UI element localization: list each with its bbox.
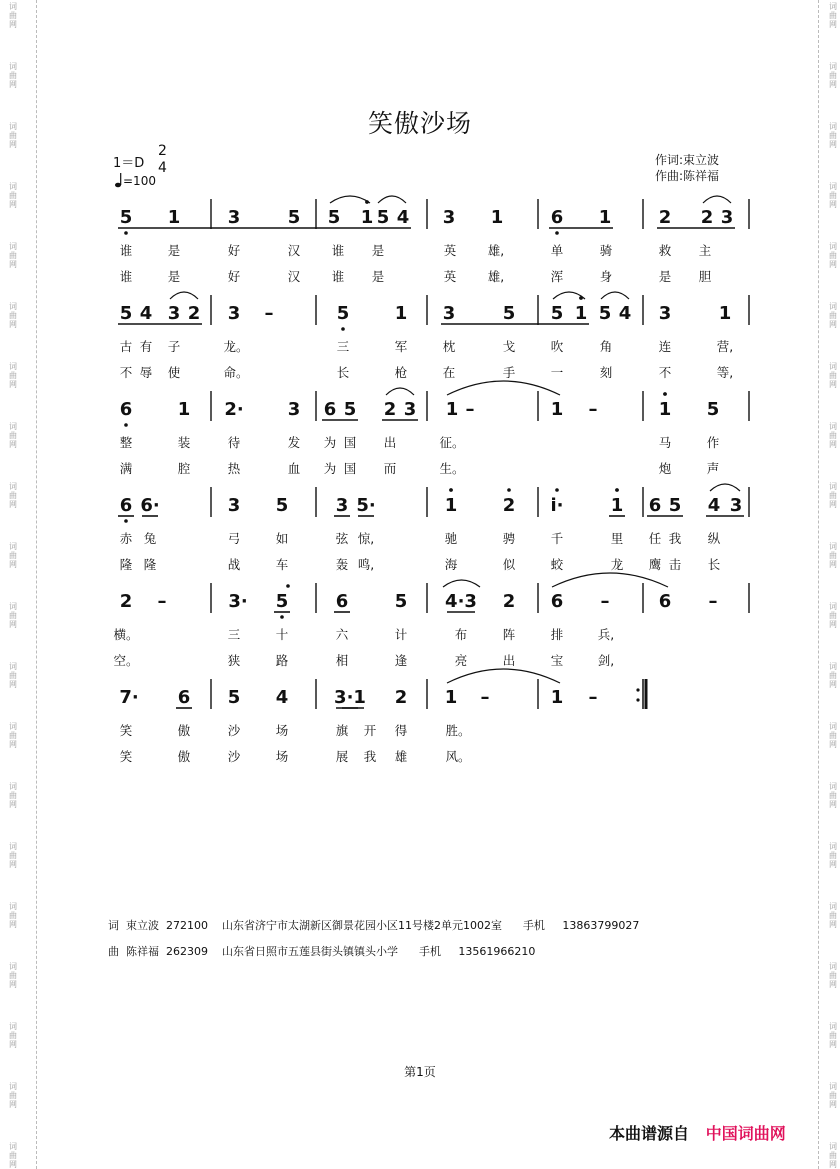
note-glyph: 2: [658, 207, 672, 228]
time-signature-top: 2: [158, 143, 167, 159]
watermark-mark: 词 曲 网: [9, 962, 17, 989]
lyric-syllable-verse1: 作: [706, 435, 720, 450]
low-octave-dot: [555, 231, 559, 235]
lyric-syllable-verse1: 英: [443, 243, 457, 258]
lyric-syllable-verse2: 满: [119, 461, 133, 476]
note-glyph: 5: [275, 591, 289, 612]
lyric-syllable-verse1: 龙。: [223, 339, 249, 354]
lyric-syllable-verse1: 三: [336, 339, 350, 354]
lyric-syllable-verse1: 计: [394, 627, 408, 642]
tie-arc: [447, 381, 560, 395]
note-glyph: –: [600, 591, 610, 612]
lyric-syllable-verse2: 谁: [331, 269, 345, 284]
tempo-value: =100: [123, 174, 156, 188]
lyric-syllable-verse1: 我: [668, 531, 682, 546]
lyric-syllable-verse2: 在: [442, 365, 456, 380]
lyric-syllable-verse1: 戈: [502, 339, 516, 354]
lyric-syllable-verse1: 惊,: [357, 531, 375, 546]
lyric-syllable-verse1: 骑: [599, 243, 613, 258]
note-glyph: 4: [396, 207, 410, 228]
watermark-mark: 词 曲 网: [9, 182, 17, 209]
lyric-syllable-verse1: 主: [698, 243, 712, 258]
lyric-syllable-verse2: 逢: [394, 653, 408, 668]
lyric-syllable-verse1: 沙: [227, 723, 241, 738]
note-glyph: 3: [403, 399, 417, 420]
footer-lyricist-info: 词 束立波 272100 山东省济宁市太湖新区御景花园小区11号楼2单元1002室 手机 13863799027: [108, 919, 640, 932]
lyric-syllable-verse2: 国: [343, 461, 357, 476]
note-glyph: –: [588, 687, 598, 708]
lyric-syllable-verse2: 辱: [139, 365, 153, 380]
lyric-syllable-verse2: 出: [502, 653, 516, 668]
lyric-syllable-verse2: 笑: [119, 749, 133, 764]
note-glyph: 5: [336, 303, 350, 324]
lyric-syllable-verse2: 沙: [227, 749, 241, 764]
watermark-mark: 词 曲 网: [9, 842, 17, 869]
note-glyph: 1: [574, 303, 588, 324]
footer-composer-info: 曲 陈祥福 262309 山东省日照市五莲县街头镇镇头小学 手机 13561966210: [108, 945, 536, 958]
lyric-syllable-verse1: 十: [275, 627, 289, 642]
note-glyph: 3: [335, 495, 349, 516]
slur-arc: [710, 484, 740, 491]
high-octave-dot: [555, 488, 559, 492]
note-glyph: 1: [550, 399, 564, 420]
lyric-syllable-verse2: 击: [668, 557, 682, 572]
watermark-mark: 词 曲 网: [9, 242, 17, 269]
watermark-mark: 词 曲 网: [9, 122, 17, 149]
lyric-syllable-verse1: 六: [335, 627, 349, 642]
lyric-syllable-verse2: 是: [371, 269, 385, 284]
lyric-syllable-verse2: 傲: [177, 749, 191, 764]
lyric-syllable-verse1: 如: [275, 531, 289, 546]
note-glyph: 5: [119, 303, 133, 324]
watermark-mark: 词 曲 网: [9, 782, 17, 809]
watermark-mark: 词 曲 网: [829, 1082, 837, 1109]
note-glyph: 2: [383, 399, 397, 420]
lyric-syllable-verse1: 场: [275, 723, 289, 738]
lyric-syllable-verse1: 骋: [502, 531, 516, 546]
lyric-syllable-verse2: 龙: [610, 557, 624, 572]
source-notice: [609, 1121, 786, 1144]
lyric-syllable-verse2: 轰: [335, 557, 349, 572]
lyric-syllable-verse1: 阵: [502, 627, 516, 642]
note-glyph: 1: [598, 207, 612, 228]
lyric-syllable-verse2: 谁: [119, 269, 133, 284]
lyric-syllable-verse2: 不: [119, 365, 133, 380]
lyric-syllable-verse1: 连: [658, 339, 672, 354]
repeat-dot: [636, 688, 639, 691]
lyric-syllable-verse1: 里: [610, 531, 624, 546]
slur-arc: [443, 580, 480, 587]
lyric-syllable-verse2: 一: [550, 365, 564, 380]
note-glyph: 4: [618, 303, 632, 324]
lyric-syllable-verse2: 生。: [439, 461, 465, 476]
lyric-syllable-verse1: 旗: [335, 723, 349, 738]
note-glyph: 1: [445, 399, 459, 420]
low-octave-dot: [280, 615, 284, 619]
note-glyph: 4·3: [445, 591, 477, 612]
lyric-syllable-verse1: 待: [227, 435, 241, 450]
lyric-syllable-verse1: 纵: [707, 531, 721, 546]
lyric-syllable-verse2: 刻: [599, 365, 613, 380]
note-glyph: –: [264, 303, 274, 324]
note-glyph: 1: [394, 303, 408, 324]
note-glyph: 6: [550, 207, 564, 228]
note-glyph: 5: [275, 495, 289, 516]
lyric-syllable-verse1: 救: [658, 243, 672, 258]
watermark-mark: 词 曲 网: [829, 362, 837, 389]
watermark-mark: 词 曲 网: [9, 1142, 17, 1169]
note-glyph: 5: [706, 399, 720, 420]
lyric-syllable-verse1: 驰: [444, 531, 458, 546]
watermark-mark: 词 曲 网: [829, 722, 837, 749]
watermark-mark: 词 曲 网: [829, 62, 837, 89]
lyric-syllable-verse1: 弦: [335, 531, 349, 546]
note-glyph: 2: [119, 591, 133, 612]
lyric-syllable-verse1: 千: [550, 531, 564, 546]
note-glyph: 6: [177, 687, 191, 708]
lyric-syllable-verse2: 我: [363, 749, 377, 764]
note-glyph: 5: [376, 207, 390, 228]
lyric-syllable-verse2: 狭: [227, 653, 241, 668]
lyric-syllable-verse1: 有: [139, 339, 153, 354]
note-glyph: –: [465, 399, 475, 420]
watermark-mark: 词 曲 网: [9, 2, 17, 29]
high-octave-dot: [286, 584, 290, 588]
lyric-syllable-verse1: 赤: [119, 531, 133, 546]
slur-arc: [703, 196, 731, 203]
lyric-syllable-verse1: 谁: [119, 243, 133, 258]
watermark-mark: 词 曲 网: [9, 1022, 17, 1049]
watermark-mark: 词 曲 网: [829, 482, 837, 509]
lyric-syllable-verse1: 兵,: [597, 627, 615, 642]
watermark-mark: 词 曲 网: [829, 422, 837, 449]
lyric-syllable-verse2: 雄: [394, 749, 408, 764]
lyric-syllable-verse2: 鸣,: [357, 557, 375, 572]
watermark-mark: 词 曲 网: [829, 782, 837, 809]
watermark-mark: 词 曲 网: [829, 2, 837, 29]
lyric-syllable-verse2: 血: [287, 461, 301, 476]
lyric-syllable-verse2: 枪: [394, 365, 408, 380]
note-glyph: 3: [227, 207, 241, 228]
lyric-syllable-verse2: 长: [336, 365, 350, 380]
watermark-mark: 词 曲 网: [829, 662, 837, 689]
tie-arc: [447, 669, 560, 683]
slur-arc: [330, 196, 370, 203]
watermark-mark: 词 曲 网: [829, 962, 837, 989]
lyric-syllable-verse2: 战: [227, 557, 241, 572]
lyric-syllable-verse2: 浑: [550, 269, 564, 284]
lyric-syllable-verse2: 不: [658, 365, 672, 380]
note-glyph: –: [480, 687, 490, 708]
watermark-mark: 词 曲 网: [829, 902, 837, 929]
note-glyph: 5·: [356, 495, 376, 516]
page-number: 第1页: [404, 1065, 436, 1079]
note-glyph: 1: [658, 399, 672, 420]
note-glyph: 5: [502, 303, 516, 324]
watermark-mark: 词 曲 网: [9, 422, 17, 449]
low-octave-dot: [124, 423, 128, 427]
note-glyph: 1: [490, 207, 504, 228]
lyric-syllable-verse1: 布: [454, 627, 468, 642]
note-glyph: 1: [360, 207, 374, 228]
lyric-syllable-verse1: 征。: [439, 435, 465, 450]
note-glyph: 4: [707, 495, 721, 516]
lyric-syllable-verse1: 是: [371, 243, 385, 258]
lyric-syllable-verse2: 海: [444, 557, 458, 572]
lyric-syllable-verse2: 胆: [698, 269, 712, 284]
note-glyph: 1: [167, 207, 181, 228]
lyric-syllable-verse1: 为: [323, 435, 337, 450]
lyric-syllable-verse1: 是: [167, 243, 181, 258]
lyric-syllable-verse2: 炮: [658, 461, 672, 476]
note-glyph: 6: [648, 495, 662, 516]
slur-arc: [378, 196, 406, 203]
note-glyph: 1: [718, 303, 732, 324]
tie-arc: [552, 573, 668, 587]
lyric-syllable-verse2: 似: [502, 557, 516, 572]
note-glyph: 6: [658, 591, 672, 612]
watermark-mark: 词 曲 网: [829, 542, 837, 569]
lyric-syllable-verse2: 腔: [177, 461, 191, 476]
note-glyph: 6: [335, 591, 349, 612]
note-glyph: 5: [668, 495, 682, 516]
watermark-mark: 词 曲 网: [9, 902, 17, 929]
repeat-dot: [636, 698, 639, 701]
watermark-mark: 词 曲 网: [829, 602, 837, 629]
high-octave-dot: [507, 488, 511, 492]
watermark-mark: 词 曲 网: [9, 542, 17, 569]
lyric-syllable-verse2: 蛟: [550, 557, 564, 572]
lyric-syllable-verse1: 出: [383, 435, 397, 450]
lyric-syllable-verse1: 笑: [119, 723, 133, 738]
note-glyph: 1: [444, 495, 458, 516]
lyricist-credit: 作词:束立波: [655, 153, 720, 167]
lyric-syllable-verse1: 三: [227, 627, 241, 642]
lyric-syllable-verse2: 路: [275, 653, 289, 668]
lyric-syllable-verse1: 开: [363, 723, 377, 738]
lyric-syllable-verse1: 子: [167, 339, 181, 354]
note-glyph: 3: [658, 303, 672, 324]
note-glyph: 5: [550, 303, 564, 324]
lyric-syllable-verse1: 雄,: [487, 243, 505, 258]
slur-arc: [170, 292, 198, 299]
lyric-syllable-verse2: 亮: [454, 653, 468, 668]
watermark-mark: 词 曲 网: [829, 242, 837, 269]
lyric-syllable-verse2: 而: [383, 461, 397, 476]
lyric-syllable-verse2: 命。: [223, 365, 249, 380]
note-glyph: –: [708, 591, 718, 612]
watermark-mark: 词 曲 网: [829, 1022, 837, 1049]
lyric-syllable-verse1: 谁: [331, 243, 345, 258]
lyric-syllable-verse2: 身: [599, 269, 613, 284]
lyric-syllable-verse1: 汉: [287, 243, 301, 258]
lyric-syllable-verse1: 军: [394, 339, 408, 354]
note-glyph: 2·: [224, 399, 244, 420]
note-glyph: 1: [550, 687, 564, 708]
lyric-syllable-verse2: 车: [275, 557, 289, 572]
note-glyph: 4: [275, 687, 289, 708]
note-glyph: 6: [119, 399, 133, 420]
note-glyph: 5: [287, 207, 301, 228]
note-glyph: –: [588, 399, 598, 420]
watermark-mark: 词 曲 网: [9, 602, 17, 629]
note-glyph: 7·: [119, 687, 139, 708]
lyric-syllable-verse2: 汉: [287, 269, 301, 284]
lyric-syllable-verse2: 好: [227, 269, 241, 284]
low-octave-dot: [341, 327, 345, 331]
lyric-syllable-verse2: 长: [707, 557, 721, 572]
lyric-syllable-verse1: 角: [599, 339, 613, 354]
note-glyph: 3: [720, 207, 734, 228]
lyric-syllable-verse1: 排: [550, 627, 564, 642]
lyric-syllable-verse1: 单: [550, 243, 564, 258]
lyric-syllable-verse1: 营,: [716, 339, 734, 354]
note-glyph: 6·: [140, 495, 160, 516]
lyric-syllable-verse2: 雄,: [487, 269, 505, 284]
lyric-syllable-verse2: 为: [323, 461, 337, 476]
lyric-syllable-verse1: 国: [343, 435, 357, 450]
lyric-syllable-verse2: 相: [335, 653, 349, 668]
note-glyph: 3: [167, 303, 181, 324]
lyric-syllable-verse1: 装: [177, 435, 191, 450]
lyric-syllable-verse1: 兔: [143, 531, 157, 546]
lyric-syllable-verse2: 风。: [445, 749, 471, 764]
note-glyph: 2: [187, 303, 201, 324]
lyric-syllable-verse1: 得: [394, 723, 408, 738]
composer-credit: 作曲:陈祥福: [655, 169, 720, 183]
low-octave-dot: [124, 519, 128, 523]
lyric-syllable-verse1: 任: [648, 531, 662, 546]
lyric-syllable-verse2: 是: [167, 269, 181, 284]
lyric-syllable-verse2: 剑,: [597, 653, 615, 668]
watermark-mark: 词 曲 网: [9, 362, 17, 389]
note-glyph: 5: [227, 687, 241, 708]
note-glyph: 1: [610, 495, 624, 516]
lyric-syllable-verse2: 是: [658, 269, 672, 284]
note-glyph: 6: [323, 399, 337, 420]
lyric-syllable-verse1: 好: [227, 243, 241, 258]
low-octave-dot: [124, 231, 128, 235]
note-glyph: 2: [700, 207, 714, 228]
song-title: 笑傲沙场: [367, 109, 472, 138]
note-glyph: 6: [550, 591, 564, 612]
note-glyph: 5: [327, 207, 341, 228]
lyric-syllable-verse2: 场: [275, 749, 289, 764]
lyric-syllable-verse1: 发: [287, 435, 301, 450]
lyric-syllable-verse2: 等,: [716, 365, 734, 380]
note-glyph: 3·1: [334, 687, 366, 708]
lyric-syllable-verse1: 横。: [113, 627, 139, 642]
lyric-syllable-verse2: 隆: [119, 557, 133, 572]
watermark-mark: 词 曲 网: [829, 122, 837, 149]
watermark-mark: 词 曲 网: [829, 182, 837, 209]
source-prefix: 本曲谱源自: [609, 1124, 690, 1143]
note-glyph: 1: [177, 399, 191, 420]
note-glyph: 2: [394, 687, 408, 708]
note-glyph: 5: [394, 591, 408, 612]
watermark-mark: 词 曲 网: [9, 662, 17, 689]
note-glyph: 6: [119, 495, 133, 516]
lyric-syllable-verse1: 胜。: [445, 723, 471, 738]
lyric-syllable-verse2: 隆: [143, 557, 157, 572]
note-glyph: 3: [729, 495, 743, 516]
watermark-mark: 词 曲 网: [9, 482, 17, 509]
watermark-mark: 词 曲 网: [829, 302, 837, 329]
lyric-syllable-verse2: 声: [706, 461, 720, 476]
note-glyph: 1: [444, 687, 458, 708]
note-glyph: 5: [119, 207, 133, 228]
time-signature-bottom: 4: [158, 160, 167, 176]
note-glyph: –: [157, 591, 167, 612]
lyric-syllable-verse1: 枕: [442, 339, 456, 354]
note-glyph: 3: [227, 495, 241, 516]
lyric-syllable-verse2: 使: [167, 365, 181, 380]
note-glyph: 3: [442, 303, 456, 324]
lyric-syllable-verse2: 手: [502, 365, 516, 380]
watermark-mark: 词 曲 网: [9, 302, 17, 329]
lyric-syllable-verse2: 宝: [550, 653, 564, 668]
watermark-mark: 词 曲 网: [9, 1082, 17, 1109]
watermark-mark: 词 曲 网: [9, 722, 17, 749]
lyric-syllable-verse1: 古: [119, 339, 133, 354]
note-glyph: 4: [139, 303, 153, 324]
key-signature: 1＝D: [113, 156, 145, 171]
source-site-link[interactable]: 中国词曲网: [705, 1124, 786, 1143]
lyric-syllable-verse1: 吹: [550, 339, 564, 354]
note-glyph: 3: [227, 303, 241, 324]
lyric-syllable-verse1: 马: [658, 435, 672, 450]
watermark-mark: 词 曲 网: [829, 1142, 837, 1169]
note-glyph: 2: [502, 591, 516, 612]
high-octave-dot: [615, 488, 619, 492]
lyric-syllable-verse2: 热: [227, 461, 241, 476]
slur-arc: [386, 388, 414, 395]
note-glyph: 5: [598, 303, 612, 324]
note-glyph: 3·: [228, 591, 248, 612]
lyric-syllable-verse2: 展: [335, 749, 349, 764]
note-glyph: 3: [287, 399, 301, 420]
lyric-syllable-verse2: 空。: [113, 653, 139, 668]
lyric-syllable-verse2: 英: [443, 269, 457, 284]
watermark-mark: 词 曲 网: [829, 842, 837, 869]
slur-arc: [601, 292, 629, 299]
lyric-syllable-verse1: 整: [119, 435, 133, 450]
lyric-syllable-verse1: 弓: [227, 531, 241, 546]
lyric-syllable-verse1: 傲: [177, 723, 191, 738]
lyric-syllable-verse2: 鹰: [648, 557, 662, 572]
note-glyph: 2: [502, 495, 516, 516]
note-glyph: 5: [343, 399, 357, 420]
high-octave-dot: [663, 392, 667, 396]
note-glyph: 3: [442, 207, 456, 228]
watermark-mark: 词 曲 网: [9, 62, 17, 89]
note-glyph: i·: [550, 495, 564, 516]
high-octave-dot: [449, 488, 453, 492]
